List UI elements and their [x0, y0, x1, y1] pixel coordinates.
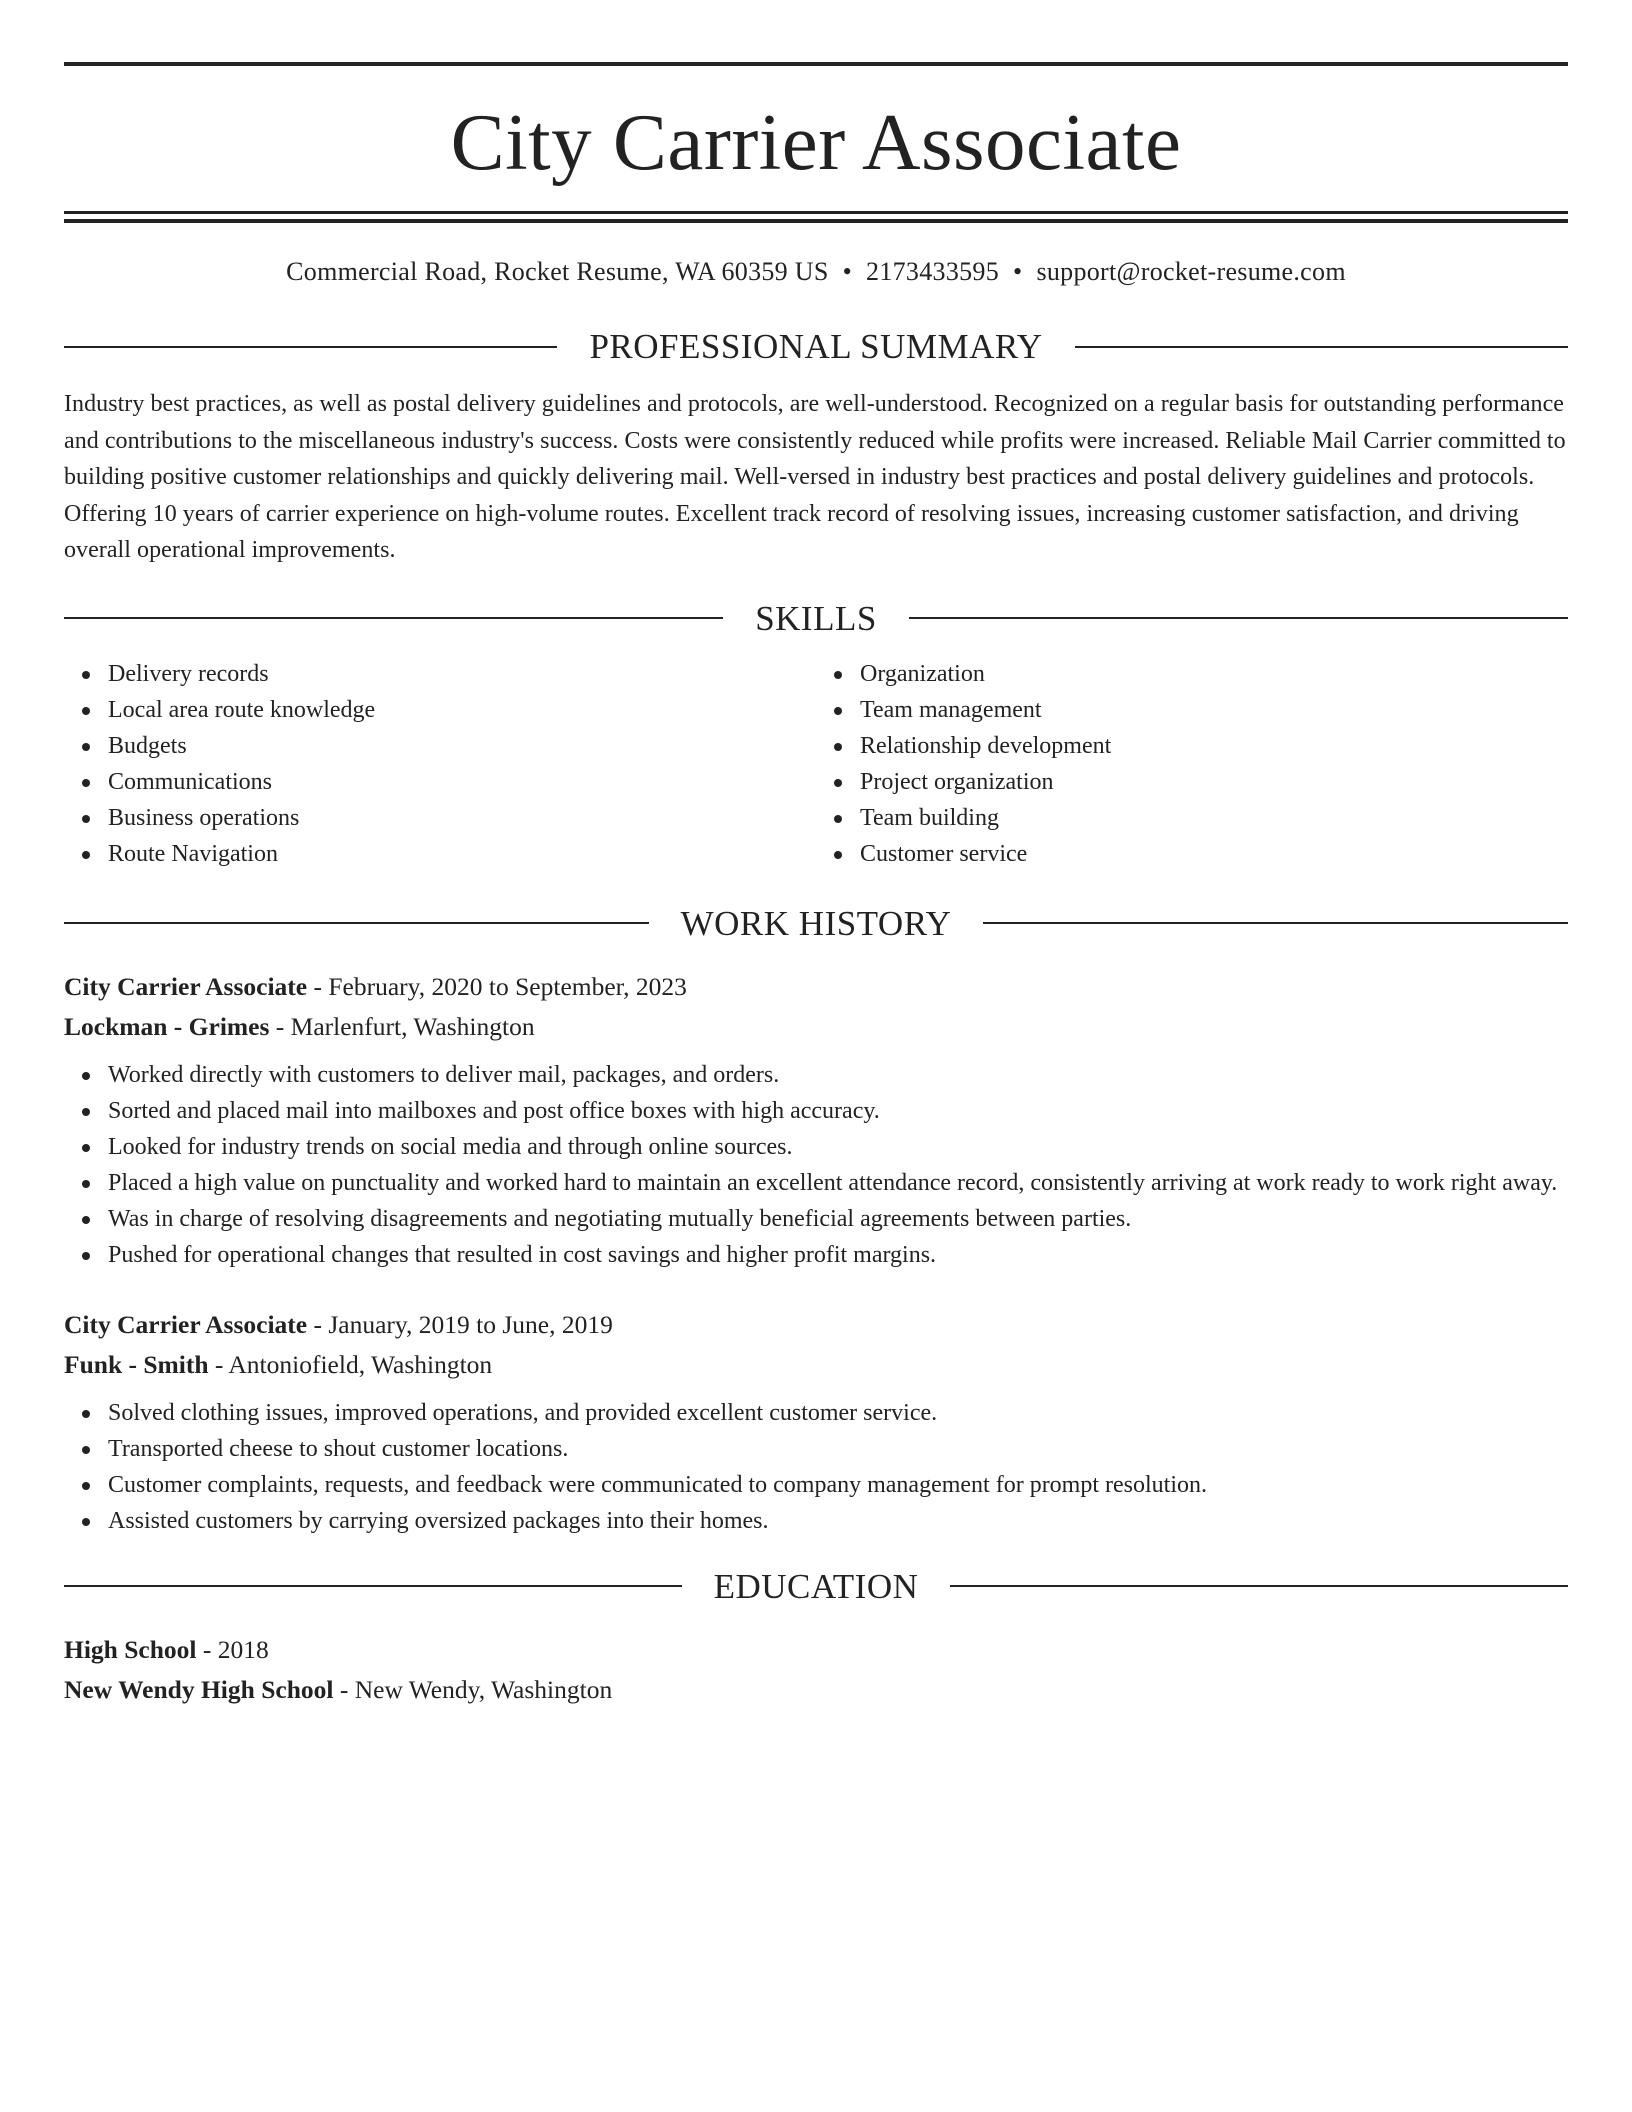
job-company-line: [64, 1345, 1568, 1385]
education-school: New Wendy High School: [64, 1674, 334, 1704]
job-bullet: Placed a high value on punctuality and worked hard to maintain an excellent attendance record, consistently arriving at work ready to work right away.: [108, 1165, 1568, 1201]
section-rule: [950, 1585, 1568, 1587]
education-degree-line: [64, 1630, 1568, 1670]
contact-phone[interactable]: 2173433595: [866, 257, 1000, 286]
job-bullet: Pushed for operational changes that resulted in cost savings and higher profit margins.: [108, 1237, 1568, 1273]
section-rule: [64, 617, 723, 619]
section-rule: [1075, 346, 1568, 348]
section-rule: [64, 922, 649, 924]
skill-item: Relationship development: [860, 728, 1568, 764]
job-company-line: [64, 1007, 1568, 1047]
job-bullet: Worked directly with customers to deliver mail, packages, and orders.: [108, 1057, 1568, 1093]
skill-item: Local area route knowledge: [108, 692, 816, 728]
job-bullet: Transported cheese to shout customer locations.: [108, 1431, 1568, 1467]
section-header-work: [64, 903, 1568, 943]
summary-text: Industry best practices, as well as postal delivery guidelines and protocols, are well-understood. Recognized on a regular basis for outstanding performance and contributions to the miscellaneous industry's success. Costs were consistently reduced while profits were increased. Reliable Mail Carrier committed to building positive customer relationships and quickly delivering mail. Well-versed in industry best practices and postal delivery guidelines and protocols. Offering 10 years of carrier experience on high-volume routes. Excellent track record of resolving issues, increasing customer satisfaction, and driving overall operational improvements.: [64, 391, 1566, 563]
skill-item: Organization: [860, 656, 1568, 692]
job-bullets: [64, 1395, 1568, 1539]
contact-separator: •: [1013, 257, 1023, 286]
dash: -: [269, 1011, 291, 1041]
section-title-work: WORK HISTORY: [680, 903, 952, 943]
job-location: Marlenfurt, Washington: [290, 1011, 535, 1041]
job-title: City Carrier Associate: [64, 971, 308, 1001]
job-bullet: Was in charge of resolving disagreements and negotiating mutually beneficial agreements between parties.: [108, 1201, 1568, 1237]
education-degree: High School: [64, 1634, 197, 1664]
resume-title: City Carrier Associate: [450, 97, 1182, 187]
education-location: New Wendy, Washington: [354, 1674, 613, 1704]
education-entry: [64, 1630, 1568, 1710]
job-bullet: Solved clothing issues, improved operations, and provided excellent customer service.: [108, 1395, 1568, 1431]
dash: -: [208, 1349, 229, 1379]
job-entry: [64, 967, 1568, 1273]
job-dates: February, 2020 to September, 2023: [328, 971, 687, 1001]
skill-item: Team building: [860, 800, 1568, 836]
skills-list: [64, 656, 1568, 872]
dash: -: [307, 971, 329, 1001]
job-title-line: [64, 967, 1568, 1007]
contact-separator: •: [842, 257, 853, 286]
skill-item: Team management: [860, 692, 1568, 728]
skill-item: Delivery records: [108, 656, 816, 692]
section-rule: [64, 346, 557, 348]
education-year: 2018: [217, 1634, 269, 1664]
section-header-skills: [64, 598, 1568, 638]
job-bullet: Customer complaints, requests, and feedback were communicated to company management for prompt resolution.: [108, 1467, 1568, 1503]
dash: -: [307, 1309, 329, 1339]
section-rule: [64, 1585, 682, 1587]
job-bullet: Assisted customers by carrying oversized packages into their homes.: [108, 1503, 1568, 1539]
job-bullets: [64, 1057, 1568, 1273]
contact-address: Commercial Road, Rocket Resume, WA 60359 US: [286, 257, 829, 286]
dash: -: [333, 1674, 355, 1704]
skills-column-left: [64, 656, 816, 872]
job-company: Funk - Smith: [64, 1349, 209, 1379]
section-header-education: [64, 1566, 1568, 1606]
section-header-summary: [64, 329, 1568, 364]
skills-column-right: [816, 656, 1568, 872]
job-dates: January, 2019 to June, 2019: [328, 1309, 613, 1339]
section-rule: [909, 617, 1568, 619]
education-school-line: [64, 1670, 1568, 1710]
section-rule: [983, 922, 1568, 924]
job-title: City Carrier Associate: [64, 1309, 308, 1339]
top-rule: [64, 62, 1568, 66]
job-location: Antoniofield, Washington: [228, 1349, 493, 1379]
job-bullet: Sorted and placed mail into mailboxes and post office boxes with high accuracy.: [108, 1093, 1568, 1129]
job-entry: [64, 1305, 1568, 1539]
skill-item: Budgets: [108, 728, 816, 764]
skill-item: Project organization: [860, 764, 1568, 800]
skill-item: Customer service: [860, 836, 1568, 872]
skill-item: Communications: [108, 764, 816, 800]
section-title-skills: SKILLS: [755, 598, 877, 638]
contact-line: [64, 257, 1568, 287]
job-company: Lockman - Grimes: [64, 1011, 270, 1041]
skill-item: Route Navigation: [108, 836, 816, 872]
section-title-summary: PROFESSIONAL SUMMARY: [589, 327, 1043, 366]
title-double-rule: [64, 211, 1568, 223]
dash: -: [196, 1634, 218, 1664]
skill-item: Business operations: [108, 800, 816, 836]
contact-email[interactable]: support@rocket-resume.com: [1036, 257, 1346, 286]
job-bullet: Looked for industry trends on social media and through online sources.: [108, 1129, 1568, 1165]
section-title-education: EDUCATION: [713, 1566, 919, 1606]
job-title-line: [64, 1305, 1568, 1345]
